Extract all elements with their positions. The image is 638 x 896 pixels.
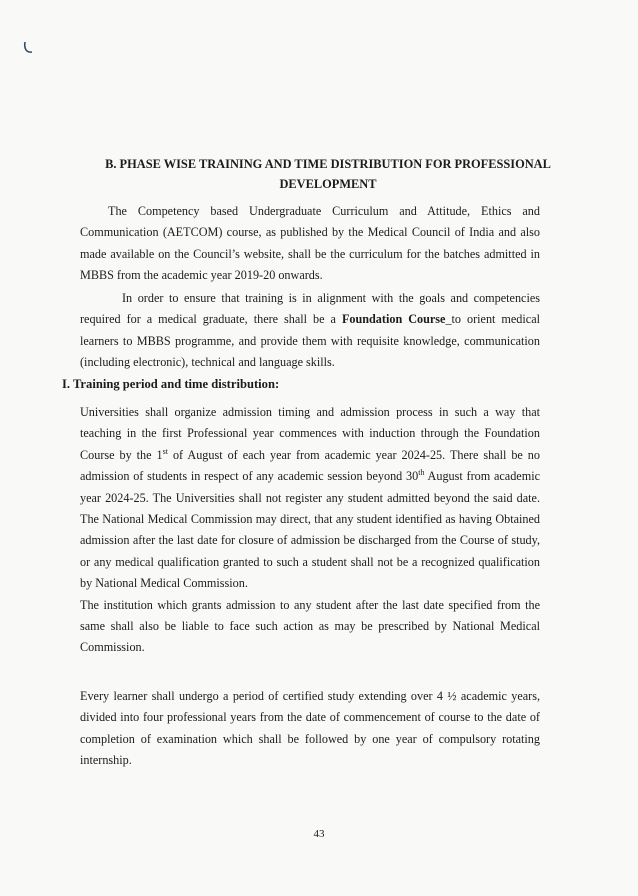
section-heading-line-1: B. PHASE WISE TRAINING AND TIME DISTRIBUTION FOR PROFESSIONAL — [105, 157, 551, 171]
page-number: 43 — [313, 828, 325, 840]
training-period-title: I. Training period and time distribution: — [62, 377, 280, 391]
section-heading-line-2: DEVELOPMENT — [279, 177, 377, 191]
admission-text-3: August from academic year 2024-25. The Universities shall not register any student admitted beyond the said date. The National Medical Commission may direct, that any student identified as having Obtained admission after the last date for closure of admission be discharged from the Course of study, or any medical qualification granted to such a student shall not be a recognized qualification by National Medical Commission. — [80, 469, 540, 591]
paragraph-curriculum: The Competency based Undergraduate Curriculum and Attitude, Ethics and Communication (AETCOM) course, as published by the Medical Council of India and also made available on the Council’s website, shall be the curriculum for the batches admitted in MBBS from the academic year 2019-20 onwards. — [80, 204, 540, 283]
paragraph-admission — [80, 402, 540, 659]
paragraph-foundation-text-b: _to orient medical learners to MBBS programme, and provide them with requisite knowledge, communication (including electronic), technical and language skills. — [80, 312, 540, 370]
admission-sup-1: st — [162, 446, 168, 456]
scan-mark-icon — [22, 40, 34, 56]
admission-text-1: Universities shall organize admission timing and admission process in such a way that teaching in the first Professional year commences with induction through the Foundation Course by the 1 — [80, 405, 540, 462]
paragraph-foundation-text-a: In order to ensure that training is in alignment with the goals and competencies required for a medical graduate, there shall be a — [80, 291, 540, 327]
admission-text-4: The institution which grants admission to any student after the last date specified from the same shall also be liable to face such action as may be prescribed by National Medical Commission. — [80, 597, 540, 655]
admission-text-2: of August of each year from academic year 2024-25. There shall be no admission of students in respect of any academic session beyond 30 — [80, 447, 540, 484]
paragraph-foundation-course — [80, 288, 540, 374]
admission-sup-2: th — [418, 468, 425, 478]
paragraph-study-duration: Every learner shall undergo a period of certified study extending over 4 ½ academic years, divided into four professional years from the date of commencement of course to the date of completion of examination which shall be followed by one year of compulsory rotating internship. — [80, 689, 540, 768]
section-heading — [96, 154, 560, 194]
foundation-course-term: Foundation Course — [341, 312, 446, 327]
